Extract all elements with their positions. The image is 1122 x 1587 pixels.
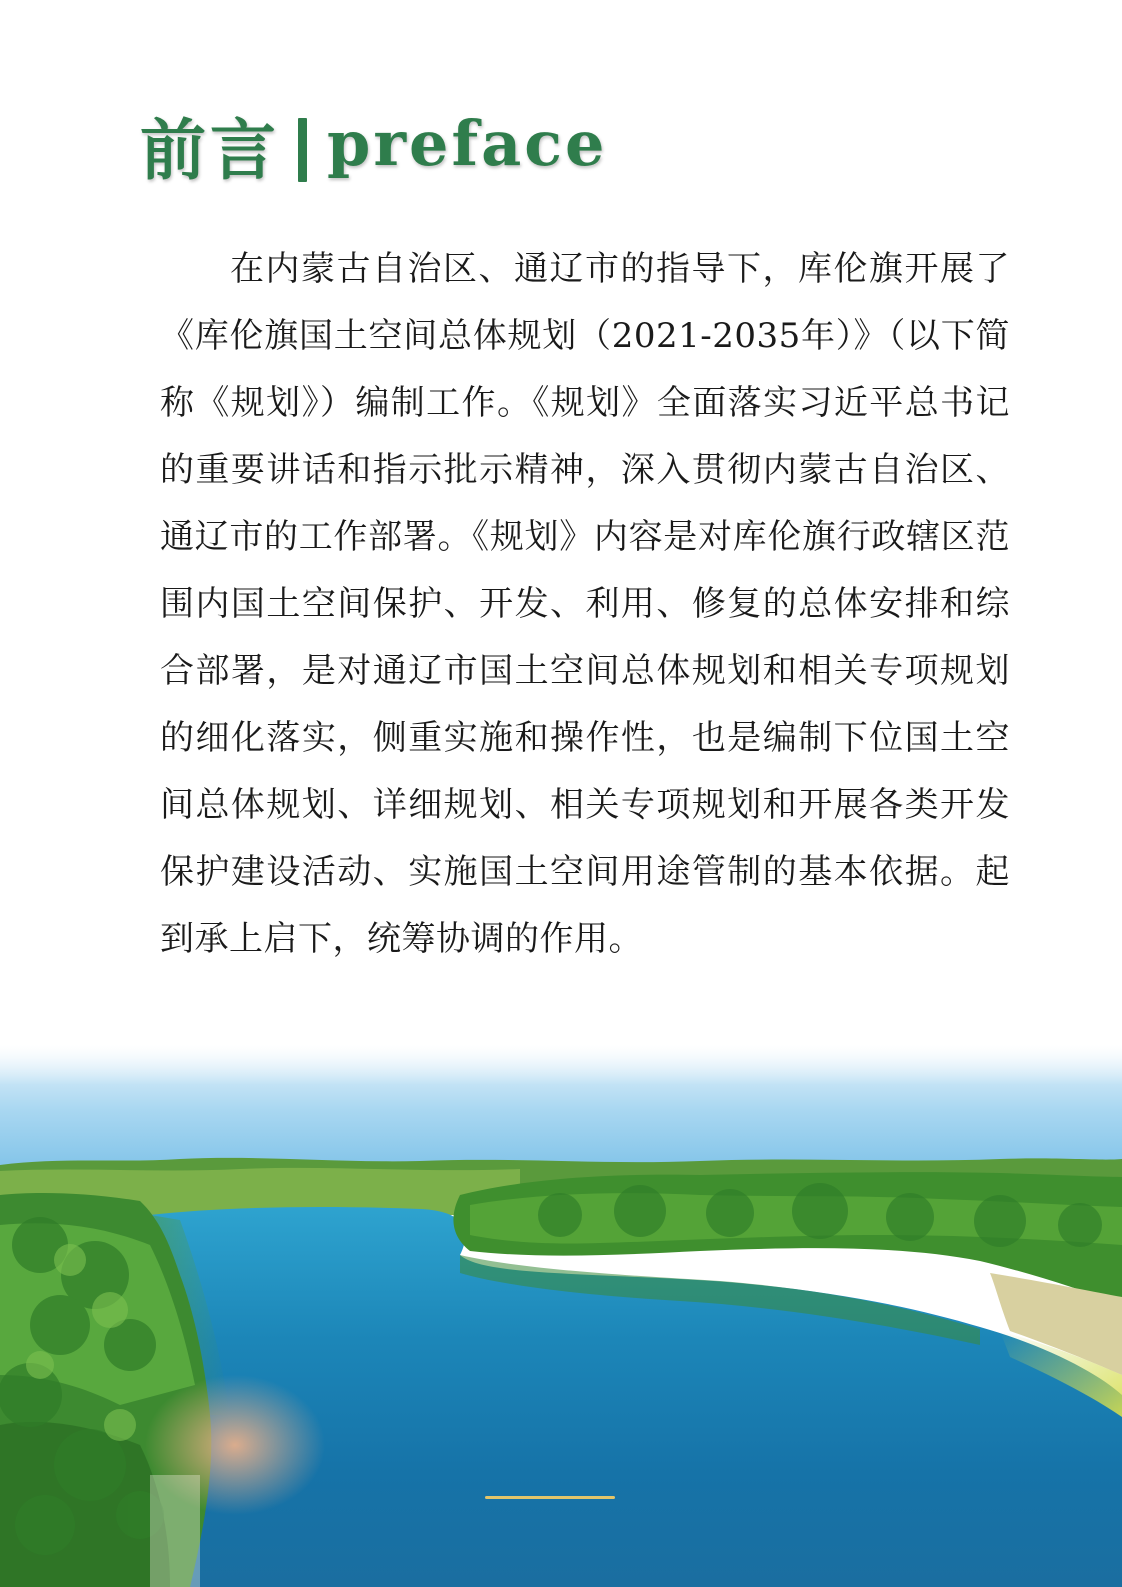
photo-top-fade — [0, 1045, 1122, 1085]
heading-chinese: 前言 — [140, 111, 280, 189]
preface-paragraph: 在内蒙古自治区、通辽市的指导下，库伦旗开展了《库伦旗国土空间总体规划（2021-2035年）》（以下简称《规划》）编制工作。《规划》全面落实习近平总书记的重要讲话和指示批示精神，深入贯彻内蒙古自治区、通辽市的工作部署。《规划》内容是对库伦旗行政辖区范围内国土空间保护、开发、利用、修复的总体安排和综合部署，是对通辽市国土空间总体规划和相关专项规划的细化落实，侧重实施和操作性，也是编制下位国土空间总体规划、详细规划、相关专项规划和开展各类开发保护建设活动、实施国土空间用途管制的基本依据。起到承上启下，统筹协调的作用。 — [160, 249, 1010, 959]
page-heading — [140, 108, 608, 192]
heading-divider — [298, 118, 307, 182]
heading-english: preface — [327, 107, 608, 180]
river-landscape-image — [0, 1045, 1122, 1587]
page-footer-rule — [485, 1496, 615, 1499]
